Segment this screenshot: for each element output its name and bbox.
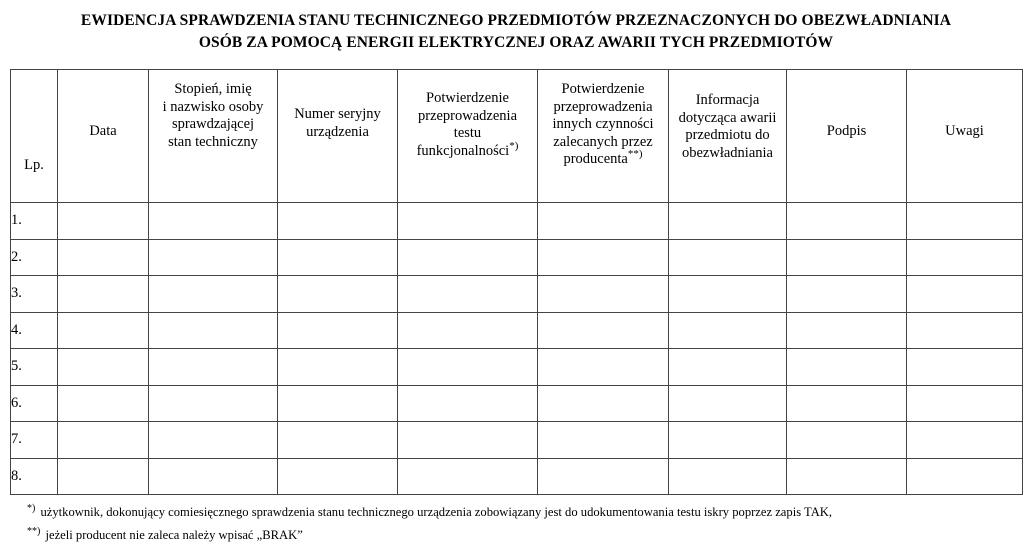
cell-info[interactable] bbox=[669, 458, 787, 495]
column-header-osoba-label: Stopień, imię i nazwisko osoby sprawdzającej stan techniczny bbox=[162, 81, 264, 150]
cell-test[interactable] bbox=[398, 276, 538, 313]
column-header-osoba bbox=[149, 70, 278, 203]
column-header-uwagi bbox=[907, 70, 1023, 203]
cell-osoba[interactable] bbox=[149, 312, 278, 349]
cell-osoba[interactable] bbox=[149, 239, 278, 276]
cell-info[interactable] bbox=[669, 349, 787, 386]
cell-test[interactable] bbox=[398, 239, 538, 276]
table-body bbox=[11, 203, 1023, 495]
column-header-inne bbox=[538, 70, 669, 203]
cell-data[interactable] bbox=[58, 312, 149, 349]
cell-test[interactable] bbox=[398, 349, 538, 386]
cell-uwagi[interactable] bbox=[907, 458, 1023, 495]
column-header-test-label: Potwierdzenie przeprowadzenia testu funkcjonalności*) bbox=[416, 90, 519, 159]
column-header-inne-footnote-marker: **) bbox=[627, 148, 643, 161]
cell-uwagi[interactable] bbox=[907, 385, 1023, 422]
cell-podpis[interactable] bbox=[787, 385, 907, 422]
column-header-podpis bbox=[787, 70, 907, 203]
row-number-cell: 2. bbox=[11, 239, 58, 276]
column-header-lp-label: Lp. bbox=[24, 156, 44, 173]
cell-info[interactable] bbox=[669, 385, 787, 422]
cell-data[interactable] bbox=[58, 385, 149, 422]
footnote-text: użytkownik, dokonujący comiesięcznego sprawdzenia stanu technicznego urządzenia zobowiązany jest do udokumentowania testu iskry poprzez zapis TAK, bbox=[37, 505, 833, 519]
cell-podpis[interactable] bbox=[787, 203, 907, 240]
row-number-cell: 6. bbox=[11, 385, 58, 422]
cell-uwagi[interactable] bbox=[907, 239, 1023, 276]
cell-numer[interactable] bbox=[278, 349, 398, 386]
page-title bbox=[0, 10, 1032, 54]
page-title-line-1: EWIDENCJA SPRAWDZENIA STANU TECHNICZNEGO PRZEDMIOTÓW PRZEZNACZONYCH DO OBEZWŁADNIANIA bbox=[80, 12, 952, 29]
table-row bbox=[11, 385, 1023, 422]
table-row bbox=[11, 422, 1023, 459]
cell-test[interactable] bbox=[398, 385, 538, 422]
table-row bbox=[11, 312, 1023, 349]
cell-info[interactable] bbox=[669, 312, 787, 349]
table-row bbox=[11, 239, 1023, 276]
cell-data[interactable] bbox=[58, 349, 149, 386]
footnote-marker: **) bbox=[27, 525, 41, 537]
row-number-cell: 1. bbox=[11, 203, 58, 240]
cell-info[interactable] bbox=[669, 239, 787, 276]
cell-osoba[interactable] bbox=[149, 349, 278, 386]
column-header-test bbox=[398, 70, 538, 203]
cell-uwagi[interactable] bbox=[907, 276, 1023, 313]
table-header bbox=[11, 70, 1023, 203]
column-header-data bbox=[58, 70, 149, 203]
cell-data[interactable] bbox=[58, 276, 149, 313]
cell-osoba[interactable] bbox=[149, 203, 278, 240]
cell-podpis[interactable] bbox=[787, 349, 907, 386]
footnote-2 bbox=[27, 524, 1017, 547]
column-header-uwagi-label: Uwagi bbox=[945, 123, 984, 139]
cell-uwagi[interactable] bbox=[907, 312, 1023, 349]
cell-inne[interactable] bbox=[538, 349, 669, 386]
table-row bbox=[11, 203, 1023, 240]
cell-info[interactable] bbox=[669, 422, 787, 459]
cell-inne[interactable] bbox=[538, 239, 669, 276]
cell-podpis[interactable] bbox=[787, 239, 907, 276]
column-header-lp bbox=[11, 70, 58, 203]
cell-uwagi[interactable] bbox=[907, 422, 1023, 459]
column-header-test-footnote-marker: *) bbox=[509, 139, 519, 152]
cell-data[interactable] bbox=[58, 239, 149, 276]
cell-osoba[interactable] bbox=[149, 458, 278, 495]
cell-numer[interactable] bbox=[278, 239, 398, 276]
cell-inne[interactable] bbox=[538, 276, 669, 313]
cell-numer[interactable] bbox=[278, 276, 398, 313]
cell-numer[interactable] bbox=[278, 203, 398, 240]
page-title-line-2: OSÓB ZA POMOCĄ ENERGII ELEKTRYCZNEJ ORAZ AWARII TYCH PRZEDMIOTÓW bbox=[198, 34, 834, 51]
column-header-podpis-label: Podpis bbox=[826, 123, 867, 139]
column-header-inne-label: Potwierdzenie przeprowadzenia innych czynności zalecanych przez producenta**) bbox=[552, 81, 654, 167]
cell-inne[interactable] bbox=[538, 203, 669, 240]
cell-osoba[interactable] bbox=[149, 422, 278, 459]
cell-uwagi[interactable] bbox=[907, 349, 1023, 386]
row-number-cell: 5. bbox=[11, 349, 58, 386]
cell-podpis[interactable] bbox=[787, 276, 907, 313]
row-number-cell: 4. bbox=[11, 312, 58, 349]
cell-numer[interactable] bbox=[278, 458, 398, 495]
table-row bbox=[11, 276, 1023, 313]
footnote-text: jeżeli producent nie zaleca należy wpisać „BRAK” bbox=[42, 528, 303, 542]
cell-test[interactable] bbox=[398, 312, 538, 349]
cell-data[interactable] bbox=[58, 203, 149, 240]
cell-numer[interactable] bbox=[278, 422, 398, 459]
row-number-cell: 8. bbox=[11, 458, 58, 495]
cell-inne[interactable] bbox=[538, 312, 669, 349]
cell-inne[interactable] bbox=[538, 458, 669, 495]
cell-test[interactable] bbox=[398, 422, 538, 459]
cell-test[interactable] bbox=[398, 203, 538, 240]
cell-uwagi[interactable] bbox=[907, 203, 1023, 240]
cell-podpis[interactable] bbox=[787, 458, 907, 495]
column-header-data-label: Data bbox=[89, 123, 117, 139]
cell-info[interactable] bbox=[669, 276, 787, 313]
footnote-list bbox=[27, 501, 1017, 547]
row-number-cell: 3. bbox=[11, 276, 58, 313]
cell-osoba[interactable] bbox=[149, 276, 278, 313]
row-number-cell: 7. bbox=[11, 422, 58, 459]
cell-podpis[interactable] bbox=[787, 312, 907, 349]
footnote-marker: *) bbox=[27, 502, 36, 514]
cell-inne[interactable] bbox=[538, 385, 669, 422]
cell-info[interactable] bbox=[669, 203, 787, 240]
cell-inne[interactable] bbox=[538, 422, 669, 459]
column-header-info bbox=[669, 70, 787, 203]
footnote-1 bbox=[27, 501, 1017, 524]
evidence-table bbox=[10, 69, 1023, 495]
table-header-row bbox=[11, 70, 1023, 203]
column-header-info-label: Informacja dotycząca awarii przedmiotu do obezwładniania bbox=[678, 92, 777, 161]
table-row bbox=[11, 349, 1023, 386]
cell-test[interactable] bbox=[398, 458, 538, 495]
column-header-numer bbox=[278, 70, 398, 203]
table-row bbox=[11, 458, 1023, 495]
cell-numer[interactable] bbox=[278, 312, 398, 349]
cell-data[interactable] bbox=[58, 458, 149, 495]
cell-data[interactable] bbox=[58, 422, 149, 459]
cell-podpis[interactable] bbox=[787, 422, 907, 459]
cell-osoba[interactable] bbox=[149, 385, 278, 422]
cell-numer[interactable] bbox=[278, 385, 398, 422]
column-header-numer-label: Numer seryjny urządzenia bbox=[294, 106, 381, 140]
